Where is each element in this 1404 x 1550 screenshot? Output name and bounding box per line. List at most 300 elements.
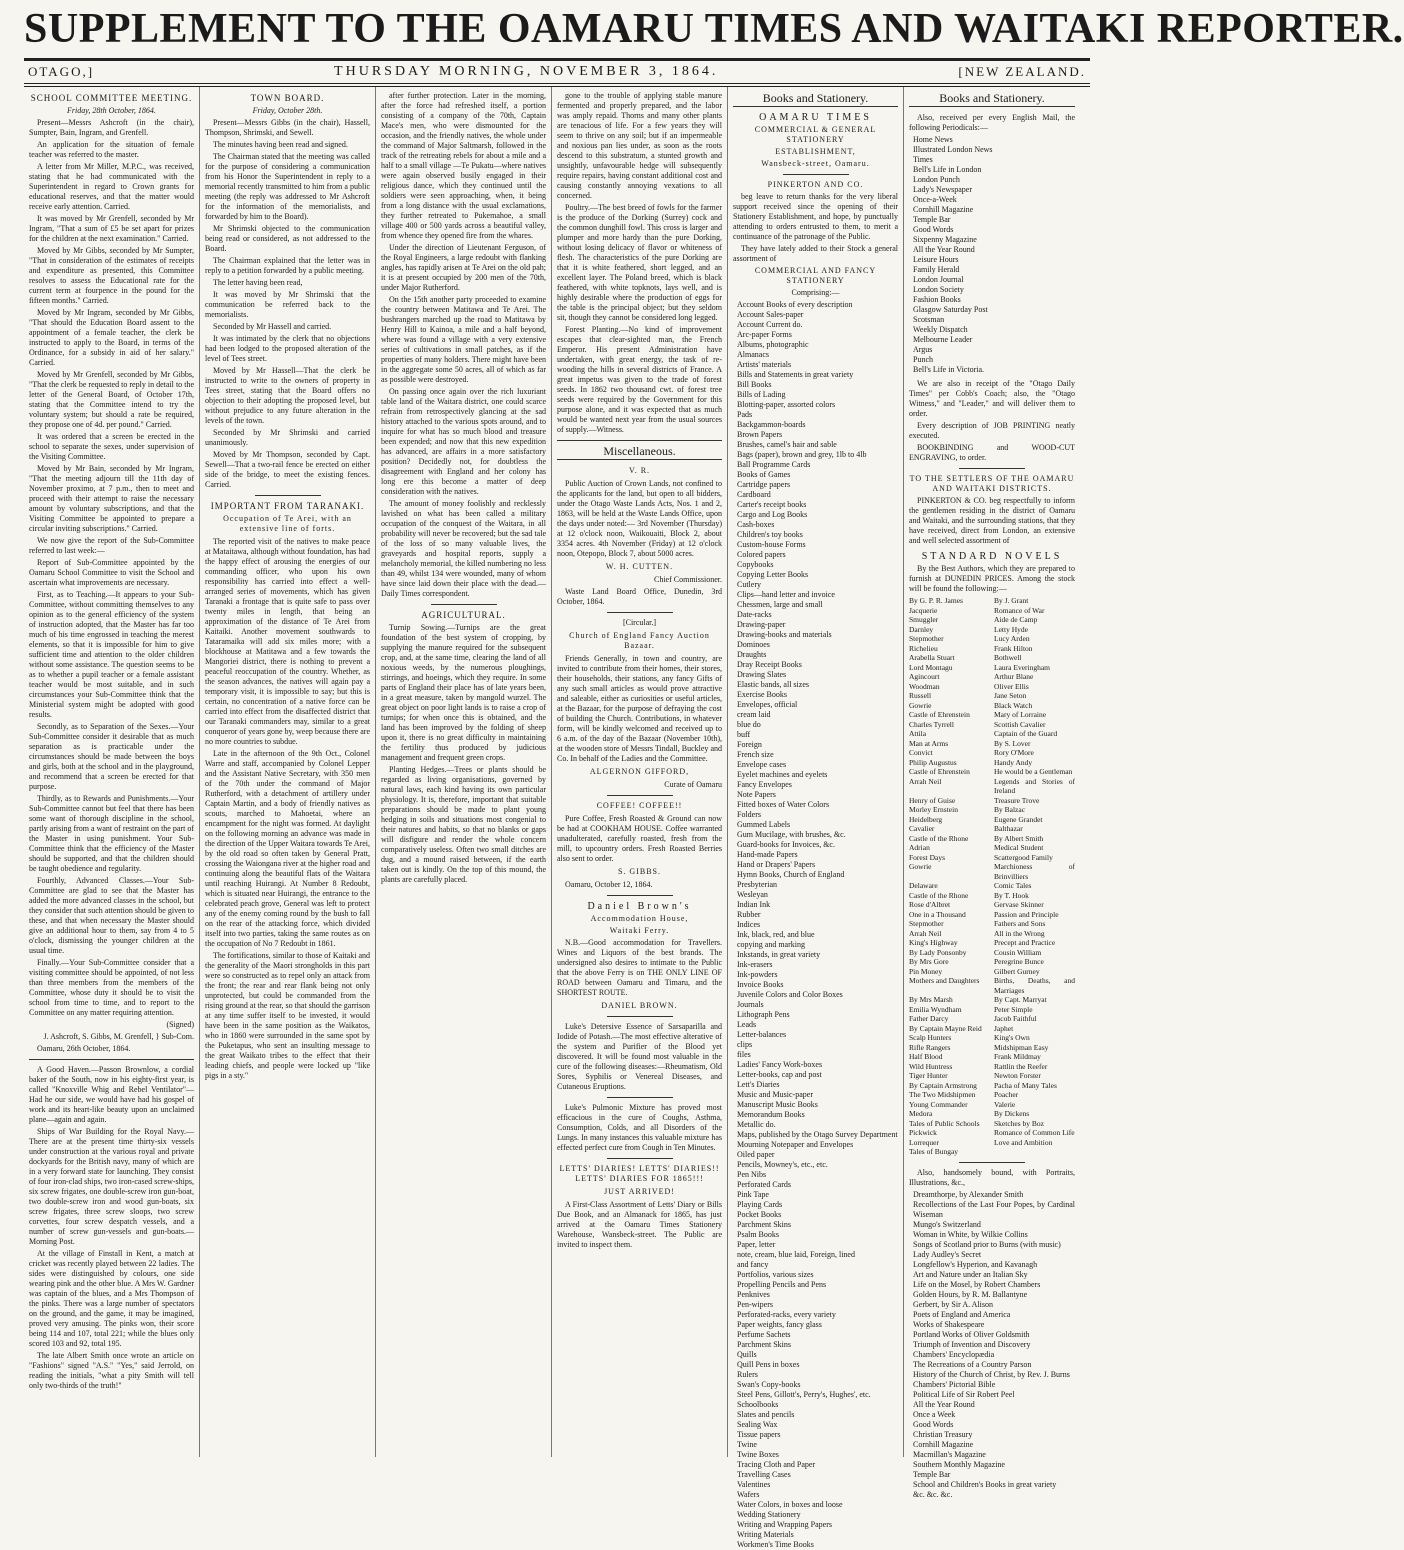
columns xyxy=(24,87,1090,1549)
list-item: Note Papers xyxy=(737,790,776,799)
list-item: By S. Lover xyxy=(994,738,1031,748)
article-subheading: Occupation of Te Arei, with an extensive line of forts. xyxy=(223,514,352,533)
list-item: Quills xyxy=(737,1350,757,1359)
list-item: Valentines xyxy=(737,1480,771,1489)
list-item: Pink Tape xyxy=(737,1190,769,1199)
list-item: Gerbert, by Sir A. Alison xyxy=(913,1299,993,1309)
list-item: Custom-house Forms xyxy=(737,540,806,549)
advert-firm: PINKERTON AND CO. xyxy=(767,180,864,189)
list-item: Quill Pens in boxes xyxy=(737,1360,800,1369)
advert-paragraph: PINKERTON & CO. beg respectfully to inform the gentlemen residing in the district of Oamaru and Waitaki, and the surrounding stations, that they have received, direct from London, an extensive and well selected assortment of xyxy=(909,496,1075,545)
dateline-left: OTAGO,] xyxy=(28,64,95,79)
list-item: Triumph of Invention and Discovery xyxy=(913,1339,1031,1349)
advert-address: Wansbeck-street, Oamaru. xyxy=(761,159,870,168)
list-item: Fitted boxes of Water Colors xyxy=(737,800,830,809)
list-item: All in the Wrong xyxy=(994,928,1045,938)
list-item: Aide de Camp xyxy=(994,615,1038,624)
dateline-date: THURSDAY MORNING, NOVEMBER 3, 1864. xyxy=(334,64,719,79)
list-item: Gervase Skinner xyxy=(994,900,1044,909)
divider xyxy=(783,174,849,175)
article-heading-taranaki: IMPORTANT FROM TARANAKI. xyxy=(210,501,365,511)
list-item: Lithograph Pens xyxy=(737,1010,790,1019)
list-item: Portfolios, various sizes xyxy=(737,1270,814,1279)
vr-mark: V. R. xyxy=(628,466,651,475)
list-item: Workmen's Time Books xyxy=(737,1540,814,1549)
list-item: Backgammon-boards xyxy=(737,420,806,429)
list-item: Schoolbooks xyxy=(737,1400,779,1409)
list-item: Chessmen, large and small xyxy=(737,600,823,609)
dateline xyxy=(24,61,1090,83)
list-item: Southern Monthly Magazine xyxy=(913,1459,1005,1469)
list-item: Births, Deaths, and Marriages xyxy=(994,976,1075,995)
list-item: London Society xyxy=(913,285,964,294)
list-item: Elastic bands, all sizes xyxy=(737,680,809,689)
advert-subheading: Accommodation House, xyxy=(590,914,689,923)
list-item: Smuggler xyxy=(909,615,939,624)
list-item: The Two Midshipmen xyxy=(909,1090,976,1099)
advert-place: Waitaki Ferry. xyxy=(609,926,670,935)
list-item: Castle of Ehrenstein xyxy=(909,710,970,719)
list-item: Tracing Cloth and Paper xyxy=(737,1460,816,1469)
signed-date: Oamaru, 26th October, 1864. xyxy=(37,1044,131,1053)
paragraph: On the 15th another party proceeded to examine the country between Matitawa and Te Arei. The bushrangers marched up the road to Matitawa by Henry Hill to Kainoa, a mile and a half beyond, where was found a village with a very extensive series of cultivations in small patches, as if the properties of many holders. There might have been in the aggregate some 50 acres, all of which as far as possible were destroyed. xyxy=(381,295,546,384)
list-item: Japhet xyxy=(994,1023,1014,1033)
list-item: Leisure Hours xyxy=(913,255,959,264)
divider xyxy=(29,1059,194,1060)
list-item: Jane Seton xyxy=(994,691,1027,700)
list-item: Music and Music-paper xyxy=(737,1090,813,1099)
list-item: Tissue papers xyxy=(737,1430,781,1439)
list-item: Black Watch xyxy=(994,700,1033,710)
list-item: Art and Nature under an Italian Sky xyxy=(913,1269,1028,1279)
divider xyxy=(959,468,1025,469)
paragraph: The minutes having been read and signed. xyxy=(213,140,348,149)
list-item: Illustrated London News xyxy=(913,145,993,154)
advert-signature: W. H. CUTTEN. xyxy=(605,562,674,571)
list-item: Lett's Diaries xyxy=(737,1080,780,1089)
advert-office: Waste Land Board Office, Dunedin, 3rd October, 1864. xyxy=(557,587,722,606)
list-item: Heidelberg xyxy=(909,814,943,824)
paragraph: Seconded by Mr Hassell and carried. xyxy=(213,322,332,331)
list-item: Once a Week xyxy=(913,1409,956,1419)
advert-paragraph: We are also in receipt of the "Otago Daily Times" per Cobb's Coach; also, the "Otago Witness," and "Leader," and will deliver them to order. xyxy=(909,379,1075,418)
list-item: Cartridge papers xyxy=(737,480,791,489)
list-item: Sketches by Boz xyxy=(994,1118,1044,1128)
list-item: Propelling Pencils and Pens xyxy=(737,1280,827,1289)
list-item: Richelieu xyxy=(909,643,938,653)
list-item: Bills and Statements in great variety xyxy=(737,370,854,379)
list-item: Mothers and Daughters xyxy=(909,976,980,985)
list-item: Father Darcy xyxy=(909,1014,949,1023)
list-item: Ink-erasers xyxy=(737,960,773,969)
list-item: Balthazar xyxy=(994,824,1023,833)
list-item: Medora xyxy=(909,1109,933,1118)
list-item: Punch xyxy=(913,355,933,364)
list-item: Eugene Grandet xyxy=(994,814,1043,824)
divider xyxy=(607,1158,673,1159)
list-item: Poets of England and America xyxy=(913,1309,1011,1319)
advert-added: They have lately added to their Stock a general assortment of xyxy=(733,244,898,263)
list-item: Dray Receipt Books xyxy=(737,660,802,669)
list-item: Melbourne Leader xyxy=(913,335,973,344)
list-item: Lorrequer xyxy=(909,1137,939,1147)
dateline-right: [NEW ZEALAND. xyxy=(958,64,1086,79)
list-item: Bothwell xyxy=(994,653,1022,662)
column-5 xyxy=(728,87,904,1549)
paragraph: Report of Sub-Committee appointed by the Oamaru School Committee to visit the School and ascertain what improvements are necessary. xyxy=(29,558,194,587)
list-item: note, cream, blue laid, Foreign, lined xyxy=(737,1250,855,1259)
list-item: cream laid xyxy=(737,710,771,719)
advert-signature: S. GIBBS. xyxy=(617,867,661,876)
list-item: Half Blood xyxy=(909,1052,943,1061)
list-item: Children's toy books xyxy=(737,530,803,539)
list-item: Wedding Stationery xyxy=(737,1510,801,1519)
list-item: Songs of Scotland prior to Burns (with music) xyxy=(913,1239,1061,1249)
list-item: Dominoes xyxy=(737,640,770,649)
list-item: Jacquerie xyxy=(909,605,938,615)
section-heading-miscellaneous: Miscellaneous. xyxy=(557,446,722,460)
list-item: Perfume Sachets xyxy=(737,1330,791,1339)
list-item: Cavalier xyxy=(909,824,935,833)
divider xyxy=(557,440,722,441)
list-item: Travelling Cases xyxy=(737,1470,791,1479)
advert-assortment: COMMERCIAL AND FANCY STATIONERY xyxy=(754,266,877,285)
list-item: Drawing-books and materials xyxy=(737,630,832,639)
divider xyxy=(607,612,673,613)
list-item: Pen Nibs xyxy=(737,1170,767,1179)
paragraph: Moved by Mr Hassell—That the clerk be instructed to write to the owners of property in Tees street, stating that the Board offers no objection to their adopting the proposed level, but without prejudice to any future alteration in the levels of the town. xyxy=(205,366,370,425)
list-item: Passion and Principle xyxy=(994,909,1059,919)
list-item: King's Highway xyxy=(909,938,958,947)
divider xyxy=(431,604,497,605)
list-item: Russell xyxy=(909,691,932,700)
list-item: French size xyxy=(737,750,774,759)
list-item: Peter Simple xyxy=(994,1004,1033,1014)
list-item: Arrah Neil xyxy=(909,928,942,938)
list-item: Times xyxy=(913,155,933,164)
advert-heading-bazaar: Church of England Fancy Auction Bazaar. xyxy=(569,631,710,650)
divider xyxy=(607,1097,673,1098)
list-item: By Balzac xyxy=(994,805,1026,814)
section-heading-books: Books and Stationery. xyxy=(733,93,898,107)
list-item: Drawing-paper xyxy=(737,620,786,629)
list-item: Cash-boxes xyxy=(737,520,775,529)
list-item: Scotsman xyxy=(913,315,945,324)
list-item: Medical Student xyxy=(994,843,1044,852)
column-6 xyxy=(904,87,1080,1499)
list-item: Mungo's Switzerland xyxy=(913,1219,981,1229)
list-item: Bell's Life in London xyxy=(913,165,982,174)
list-item: Dreamthorpe, by Alexander Smith xyxy=(913,1189,1024,1199)
list-item: Letty Hyde xyxy=(994,624,1028,634)
paragraph: A letter from Mr Miller, M.P.C., was received, stating that he had communicated with the Superintendent in regard to Crown grants for educational reserves, and that the matter would receive early attention. Carried. xyxy=(29,162,194,211)
list-item: Home News xyxy=(913,135,953,144)
paragraph: We now give the report of the Sub-Committee referred to last week:— xyxy=(29,536,194,555)
list-item: King's Own xyxy=(994,1033,1030,1042)
article-date: Friday, 28th October, 1864. xyxy=(67,106,156,115)
list-item: Gowrie xyxy=(909,862,932,871)
paragraph: The reported visit of the natives to make peace at Mataitawa, although without foundation, has had the happy effect of arousing the energies of our commanding officer, who upon his own responsibility has carried into effect a well-arranged series of movements, which has given Taranaki a frontage that is quite safe to pass over twenty miles in length, that being an approximation of the distance of Te Arei from Kaitaiki. Another movement southwards to Tataramaika will add six miles more; with a blockhouse at Matitawa and a few towards the Mangoriei district, there is nothing to prevent a peaceful reoccupation of the country. Whether, as the season advances, the natives will again pay a temporary visit, it is impossible to say; but this is certain, no concentration of a native force can be carried into effect from the disaffected district that our Taranaki commanders may, similar to a great conqueror of years gone by, weep because there are no more countries to subdue. xyxy=(205,537,370,746)
paragraph: Moved by Mr Gibbs, seconded by Mr Sumpter, "That in consideration of the estimates of receipts and expenditure as presented, this Committee resolves to assess the Educational rate for the current term at fourpence in the pound for the fifteen months." Carried. xyxy=(29,246,194,305)
list-item: Wesleyan xyxy=(737,890,768,899)
list-item: Frank Mildmay xyxy=(994,1052,1041,1061)
list-item: By Mrs Gore xyxy=(909,957,949,966)
list-item: All the Year Round xyxy=(913,245,975,254)
list-item: blue do xyxy=(737,720,761,729)
list-item: Oiled paper xyxy=(737,1150,775,1159)
list-item: Tales of Bungay xyxy=(909,1147,959,1156)
list-item: Penknives xyxy=(737,1290,770,1299)
list-item: Twine xyxy=(737,1440,757,1449)
list-item: Tiger Hunter xyxy=(909,1071,948,1080)
paragraph: Present—Messrs Gibbs (in the chair), Hassell, Thompson, Shrimski, and Sewell. xyxy=(205,118,370,137)
list-item: copying and marking xyxy=(737,940,805,949)
list-item: Copying Letter Books xyxy=(737,570,809,579)
column-2 xyxy=(200,87,376,1457)
list-item: Inkstands, in great variety xyxy=(737,950,821,959)
list-item: Lady's Newspaper xyxy=(913,185,972,194)
paragraph: Present—Messrs Ashcroft (in the chair), Sumpter, Bain, Ingram, and Grenfell. xyxy=(29,118,194,137)
bound-books-list xyxy=(909,1190,1075,1500)
paragraph: The late Albert Smith once wrote an article on "Fashions" signed "A.S." "Yes," said Jerrold, on reading the initials, "what a pity Smith will tell only two-thirds of the truth!" xyxy=(29,1351,194,1390)
list-item: Life on the Mosel, by Robert Chambers xyxy=(913,1279,1041,1289)
list-item: Stepmother xyxy=(909,634,944,643)
list-item: Scattergood Family xyxy=(994,852,1053,862)
article-body xyxy=(557,91,722,435)
advert-coffee: Pure Coffee, Fresh Roasted & Ground can now be had at COOKHAM HOUSE. Coffee warranted unadulterated, carefully roasted, fresh from the mill, to upcountry orders. Fresh Roasted Berries also sent to order. xyxy=(557,814,722,863)
list-item: buff xyxy=(737,730,751,739)
list-item: School and Children's Books in great variety xyxy=(913,1479,1057,1489)
circular-label: [Circular.] xyxy=(622,618,657,627)
list-item: Laura Everingham xyxy=(994,662,1051,672)
list-item: Portland Works of Oliver Goldsmith xyxy=(913,1329,1030,1339)
list-item: Cornhill Magazine xyxy=(913,1439,974,1449)
list-item: Rory O'More xyxy=(994,748,1034,757)
list-item: Captain of the Guard xyxy=(994,729,1058,738)
advert-arrived: JUST ARRIVED! xyxy=(604,1187,675,1196)
advert-intro: Also, received per every English Mail, the following Periodicals:— xyxy=(909,113,1075,132)
list-item: Lord Montagu xyxy=(909,662,953,672)
paragraph: The Chairman explained that the letter was in reply to a petition forwarded by a public meeting. xyxy=(205,256,370,275)
list-item: Glasgow Saturday Post xyxy=(913,305,988,314)
list-item: Leads xyxy=(737,1020,757,1029)
list-item: By T. Hook xyxy=(994,890,1029,900)
list-item: Rulers xyxy=(737,1370,758,1379)
list-item: Clips—hand letter and invoice xyxy=(737,590,835,599)
advert-subtitle: ESTABLISHMENT, xyxy=(775,147,856,156)
list-item: By Lady Ponsonby xyxy=(909,947,967,957)
list-item: Pickwick xyxy=(909,1128,937,1137)
article-heading-school-committee: SCHOOL COMMITTEE MEETING. xyxy=(30,93,193,103)
list-item: Cargo and Log Books xyxy=(737,510,808,519)
list-item: Agincourt xyxy=(909,672,940,681)
list-item: Convict xyxy=(909,748,933,757)
list-item: Playing Cards xyxy=(737,1200,783,1209)
advert-heading-brown: Daniel Brown's xyxy=(587,901,692,912)
list-item: Forest Days xyxy=(909,852,946,862)
advert-signature: ALGERNON GIFFORD, xyxy=(589,767,690,776)
paragraph: On passing once again over the rich luxuriant table land of the Waitara district, one could scarce refrain from retrospectively glancing at the sad history attached to the various spots around, and to inquire for what has so much blood and treasure been expended; and now that this new expedition has advanced, are affairs in a more satisfactory position? Decidedly not, for doubtless the disagreement with England and her colony has long ere this become a matter of deep consideration with the natives. xyxy=(381,387,546,496)
list-item: Man at Arms xyxy=(909,738,949,748)
list-item: Copybooks xyxy=(737,560,774,569)
list-item: Artists' materials xyxy=(737,360,792,369)
list-item: Perforated-racks, every variety xyxy=(737,1310,836,1319)
article-body xyxy=(29,118,194,1018)
list-item: Indian Ink xyxy=(737,900,771,909)
column-3 xyxy=(376,87,552,1457)
advert-lukes-pulmonic: Luke's Pulmonic Mixture has proved most efficacious in the cure of Coughs, Asthma, Consumption, Colds, and all Disorders of the Lungs. In many instances this valuable mixture has effected perfect cure from Cough in Ten Minutes. xyxy=(557,1103,722,1152)
advert-heading-coffee: COFFEE! COFFEE!! xyxy=(596,801,683,810)
list-item: Envelope cases xyxy=(737,760,787,769)
article-body xyxy=(381,623,546,885)
list-item: Writing and Wrapping Papers xyxy=(737,1520,832,1529)
list-item: Envelopes, official xyxy=(737,700,798,709)
list-item: Draughts xyxy=(737,650,767,659)
article-body xyxy=(381,91,546,599)
paragraph: It was ordered that a screen be erected in the school to separate the sexes, under supervision of the Visiting Committee. xyxy=(29,432,194,461)
advert-paragraph: By the Best Authors, which they are prepared to furnish at DUNEDIN PRICES. Among the stock will be found the following:— xyxy=(909,564,1075,593)
list-item: Account Books of every description xyxy=(737,300,853,309)
paragraph: It was moved by Mr Grenfell, seconded by Mr Ingram, "That a sum of £5 be set apart for prizes for the children at the next examination." Carried. xyxy=(29,214,194,243)
list-item: Temple Bar xyxy=(913,215,951,224)
list-item: Sixpenny Magazine xyxy=(913,235,977,244)
list-item: Recollections of the Last Four Popes, by Cardinal Wiseman xyxy=(913,1199,1075,1219)
list-item: Rubber xyxy=(737,910,761,919)
list-item: Perforated Cards xyxy=(737,1180,791,1189)
list-item: Carter's receipt books xyxy=(737,500,807,509)
advert-title: OAMARU TIMES xyxy=(759,112,872,123)
list-item: Emilia Wyndham xyxy=(909,1004,962,1014)
list-item: Letter-balances xyxy=(737,1030,787,1039)
list-item: &c. &c. &c. xyxy=(913,1489,953,1499)
list-item: Tales of Public Schools xyxy=(909,1118,980,1128)
paragraph: Planting Hedges.—Trees or plants should be regarded as living organisations, governed by natural laws, each kind having its own particular physiology. It is, therefore, important that suitable preparations should be made to plant young hedging in soils and situations most congenial to their natures and habits, so that no blanks or gaps will disfigure and render the whole concern comparatively useless. Often two small ditches are dug, and a mound raised between, if the earth taken out is kindly. On the top of this mound, the plants are carefully placed. xyxy=(381,765,546,884)
list-item: Argus xyxy=(913,345,933,354)
list-item: Longfellow's Hyperion, and Kavanagh xyxy=(913,1259,1038,1269)
paragraph: Under the direction of Lieutenant Ferguson, of the Royal Engineers, a large redoubt with flanking angles, has rapidly arisen at Te Arei on the old pah; it is at present occupied by 200 men of the 70th, under Major Rutherford. xyxy=(381,243,546,292)
list-item: Darnley xyxy=(909,624,934,634)
paragraph: It was moved by Mr Shrimski that the communication be referred back to the memorialists. xyxy=(205,290,370,319)
list-item: Presbyterian xyxy=(737,880,777,889)
paragraph: It was intimated by the clerk that no objections had been lodged to the proposed alteration of the level of Tees street. xyxy=(205,334,370,363)
paragraph: At the village of Finstall in Kent, a match at cricket was recently played between 22 ladies. The sides were distinguished by colours, one side wearing pink and the other blue. A Mrs W. Gardner was captain of the blues, and a Mrs Thompson of the pinks. There was a large number of spectators on the ground, and the game, it may be imagined, proved very amusing. The pinks won, their score being 114 and 107, total 221; while the blues only scored 103 and 92, total 195. xyxy=(29,1249,194,1348)
list-item: Romance of War xyxy=(994,605,1045,615)
list-item: London Journal xyxy=(913,275,964,284)
list-item: Woman in White, by Wilkie Collins xyxy=(913,1229,1028,1239)
paragraph: Poultry.—The best breed of fowls for the farmer is the produce of the Dorking (Surrey) cock and the common dunghill fowl. This cross is larger and plumper and more hardy than the pure Dorking, without losing delicacy of flavor or whiteness of flesh. The characteristics of the pure Dorking are that it is white feathered, short legged, and an excellent layer. The Poland breed, which is black feathered, with white topknots, lays well, and is highly desirable where the production of eggs for the table is the principal object; but they seldom sit, though they cannot be considered long legged. xyxy=(557,203,722,322)
advert-intro: beg leave to return thanks for the very liberal support received since the opening of their Stationery Establishment, and hope, by punctually attending to orders entrusted to them, to merit a continuance of the patronage of the Public. xyxy=(733,192,898,241)
list-item: Marchioness of Brinvilliers xyxy=(994,862,1075,881)
list-item: Gowrie xyxy=(909,700,932,710)
advert-paragraph: Every description of JOB PRINTING neatly executed. xyxy=(909,421,1075,440)
list-item: Indices xyxy=(737,920,761,929)
paragraph: Moved by Mr Ingram, seconded by Mr Gibbs, "That should the Education Board assent to the appointment of a female teacher, the clerk be instructed to apply to the Board, in terms of the Ordinance, for a subsidy in aid of her salary." Carried. xyxy=(29,308,194,367)
list-item: Ladies' Fancy Work-boxes xyxy=(737,1060,823,1069)
list-item: Cutlery xyxy=(737,580,761,589)
list-item: Account Sales-paper xyxy=(737,310,804,319)
list-item: Fancy Envelopes xyxy=(737,780,792,789)
advert-role: Curate of Oamaru xyxy=(664,780,722,789)
paragraph: The fortifications, similar to those of Kaitaki and the generality of the Maori strongholds in this part were so constructed as to repel only an attack from the front; the rear and rear flank being not only unprotected, but could be commanded from the rising ground at the rear, so that should the garrison at any time suffer itself to be invested, it would have been in the same position as the Waikatos, who in 1860 were surrounded in the same spot by the Puketapus, who sent an insulting message to the great Waikato tribes to the effect that their leading chiefs, and people were locked up "like pigs in a sty." xyxy=(205,951,370,1080)
list-item: Henry of Guise xyxy=(909,795,956,805)
list-item: Sealing Wax xyxy=(737,1420,778,1429)
list-item: Twine Boxes xyxy=(737,1450,779,1459)
list-item: Treasure Trove xyxy=(994,795,1040,805)
list-item: Books of Games xyxy=(737,470,791,479)
list-item: Almanacs xyxy=(737,350,769,359)
list-item: Frank Hilton xyxy=(994,643,1033,653)
list-item: Christian Treasury xyxy=(913,1429,973,1439)
article-body xyxy=(205,537,370,1081)
list-item: Arabella Stuart xyxy=(909,653,955,662)
list-item: Peregrine Bunce xyxy=(994,957,1044,966)
list-item: Good Words xyxy=(913,225,954,234)
misc-paragraphs xyxy=(29,1065,194,1391)
advert-diaries: A First-Class Assortment of Letts' Diary or Bills Due Book, and an Almanack for 1865, has just arrived at the Oamaru Times Stationery Warehouse, Wansbeck-street. The Public are invited to inspect them. xyxy=(557,1200,722,1249)
column-1 xyxy=(24,87,200,1457)
paragraph: Secondly, as to Separation of the Sexes.—Your Sub-Committee consider it desirable that as much separation as is practicable under the circumstances should be made between the boys and girls, both at the school and in the playground, and recommend that a screen be erected for that purpose. xyxy=(29,722,194,791)
paragraph: The amount of money foolishly and recklessly lavished on what has been called a military occupation of the conquest of the Waitara, in all probability will never be recovered; but the sad tale of the loss of so many valuable lives, the graveyards and hospital reports, supply a melancholy memorial, the killed numbering no less than 49, whilst 134 were wounded, many of whom have since laid down their place with the dead.—Daily Times correspondent. xyxy=(381,499,546,598)
divider xyxy=(607,795,673,796)
list-item: clips xyxy=(737,1040,753,1049)
periodicals-list xyxy=(909,135,1075,375)
paragraph: Late in the afternoon of the 9th Oct., Colonel Warre and staff, accompanied by Colonel Lepper and the Assistant Native Secretary, with 350 men of the 70th under the command of Major Rutherford, with a detachment of artillery under Captain Martin, and a body of friendly natives as scouts, marched to Mahoetai, where an encampment for the night was formed. At daylight on the following morning an advance was made in the direction of the Upper Waitara towards Te Arei, by the old road so often taken by General Pratt, crossing the Waiongana river at the higher road and continuing along the beautiful flats of the Waitara until reaching Huirangi. At Number 8 Redoubt, which is situated near Huirangi, the entrance to the celebrated peach grove, General was left to protect any of the enemy coming round by the bush to fall on the rear of the attacking force, which divided itself into two parties, taking the same routes as on the occupation of No 7 Redoubt in 1861. xyxy=(205,749,370,948)
list-item: Pocket Books xyxy=(737,1210,782,1219)
list-item: Love and Ambition xyxy=(994,1137,1053,1147)
list-item: files xyxy=(737,1050,751,1059)
list-item: By Captain Armstrong xyxy=(909,1080,977,1090)
section-heading-books: Books and Stationery. xyxy=(909,93,1075,107)
list-item: All the Year Round xyxy=(913,1399,975,1409)
list-item: Attila xyxy=(909,729,927,738)
masthead-title: SUPPLEMENT TO THE OAMARU TIMES AND WAITAKI REPORTER. xyxy=(24,6,1404,52)
list-item: Blotting-paper, assorted colors xyxy=(737,400,836,409)
list-item: Hand-made Papers xyxy=(737,850,798,859)
list-item: Slates and pencils xyxy=(737,1410,795,1419)
list-item: Rose d'Albret xyxy=(909,900,951,909)
list-item: Temple Bar xyxy=(913,1469,951,1479)
list-item: Oliver Ellis xyxy=(994,681,1029,691)
list-item: Scottish Cavalier xyxy=(994,719,1046,729)
list-item: Lady Audley's Secret xyxy=(913,1249,982,1259)
list-item: Arc-paper Forms xyxy=(737,330,792,339)
list-item: Cousin William xyxy=(994,947,1042,957)
paragraph: The Chairman stated that the meeting was called for the purpose of considering a communication from his Honor the Superintendent in reply to a memorial recently transmitted to him from a public meeting (the reply was addressed to Mr Ashcroft for the information of the memorialists, and forwarded by him to the Board). xyxy=(205,152,370,221)
list-item: Good Words xyxy=(913,1419,954,1429)
list-item: Young Commander xyxy=(909,1099,968,1109)
paragraph: Forest Planting.—No kind of improvement escapes that clear-sighted man, the French Emperor. His present Administration have undertaken, with great energy, the task of re-wooding the hills in several districts of France. A great impetus was given to the trade of forest seeds. In 1862 two thousand cwt. of forest tree seeds were required by the Government for this purpose alone, and it was expected that as much would be wanted next year from the usual sources of supply.—Witness. xyxy=(557,325,722,434)
list-item: Adrian xyxy=(909,843,930,852)
paragraph: First, as to Teaching.—It appears to your Sub-Committee, without committing themselves to any opinion as to the general efficiency of the system of instruction adopted, that the Master has far too much of his time engrossed in teaching the merest elements, so that it is impossible for him to give sufficient time and attention to the older children without some assistance. The question seems to be as to whether a pupil teacher or a female assistant teacher would be most suitable, and in such circumstances your Sub-Committee think that the Ministerial system might be adopted with good results. xyxy=(29,590,194,719)
list-item: By Mrs Marsh xyxy=(909,995,953,1004)
list-item: Water Colors, in boxes and loose xyxy=(737,1500,843,1509)
list-item: Castle of the Rhone xyxy=(909,833,969,843)
list-item: Valerie xyxy=(994,1099,1016,1109)
list-item: Brown Papers xyxy=(737,430,783,439)
list-item: Castle of Ehrenstein xyxy=(909,767,970,776)
list-item: Arrah Neil xyxy=(909,776,942,786)
divider xyxy=(607,895,673,896)
advert-bazaar: Friends Generally, in town and country, are invited to contribute from their homes, their stores, their households, their stations, any fancy Gifts of any such small articles as would prove attractive and saleable, either as curiosities or useful articles, at the Bazaar, for the purpose of defraying the cost of building the Church. Contributions, in whatever form, will be kindly welcomed and received up to 6 a.m. of the day of the Bazaar (November 10th), at the wooden store of Messrs Tindall, Buckley and Co. In behalf of the Ladies and the Committee. xyxy=(557,654,722,763)
advert-heading-novels: STANDARD NOVELS xyxy=(921,551,1063,562)
list-item: Fathers and Sons xyxy=(994,919,1046,928)
advert-paragraph: BOOKBINDING and WOOD-CUT ENGRAVING, to order. xyxy=(909,443,1075,462)
list-item: Morley Ernstein xyxy=(909,805,958,814)
list-item: Poacher xyxy=(994,1090,1019,1099)
list-item: Woodman xyxy=(909,681,940,691)
list-item: Pads xyxy=(737,410,753,419)
paragraph: Ships of War Building for the Royal Navy.—There are at the present time thirty-six vessels under construction at the various royal and private dockyards for the British navy, many of which are in a very forward state for launching. They consist of four iron-clad ships, two iron-cased screw-ships, six screw frigates, one double-screw iron gun-boat, two double-screw iron and wood gun-boats, six screw frigates, three screw sloops, two screw corvettes, four screw despatch vessels, and a number of screw gun-vessels and gun-boats.—Morning Post. xyxy=(29,1127,194,1246)
